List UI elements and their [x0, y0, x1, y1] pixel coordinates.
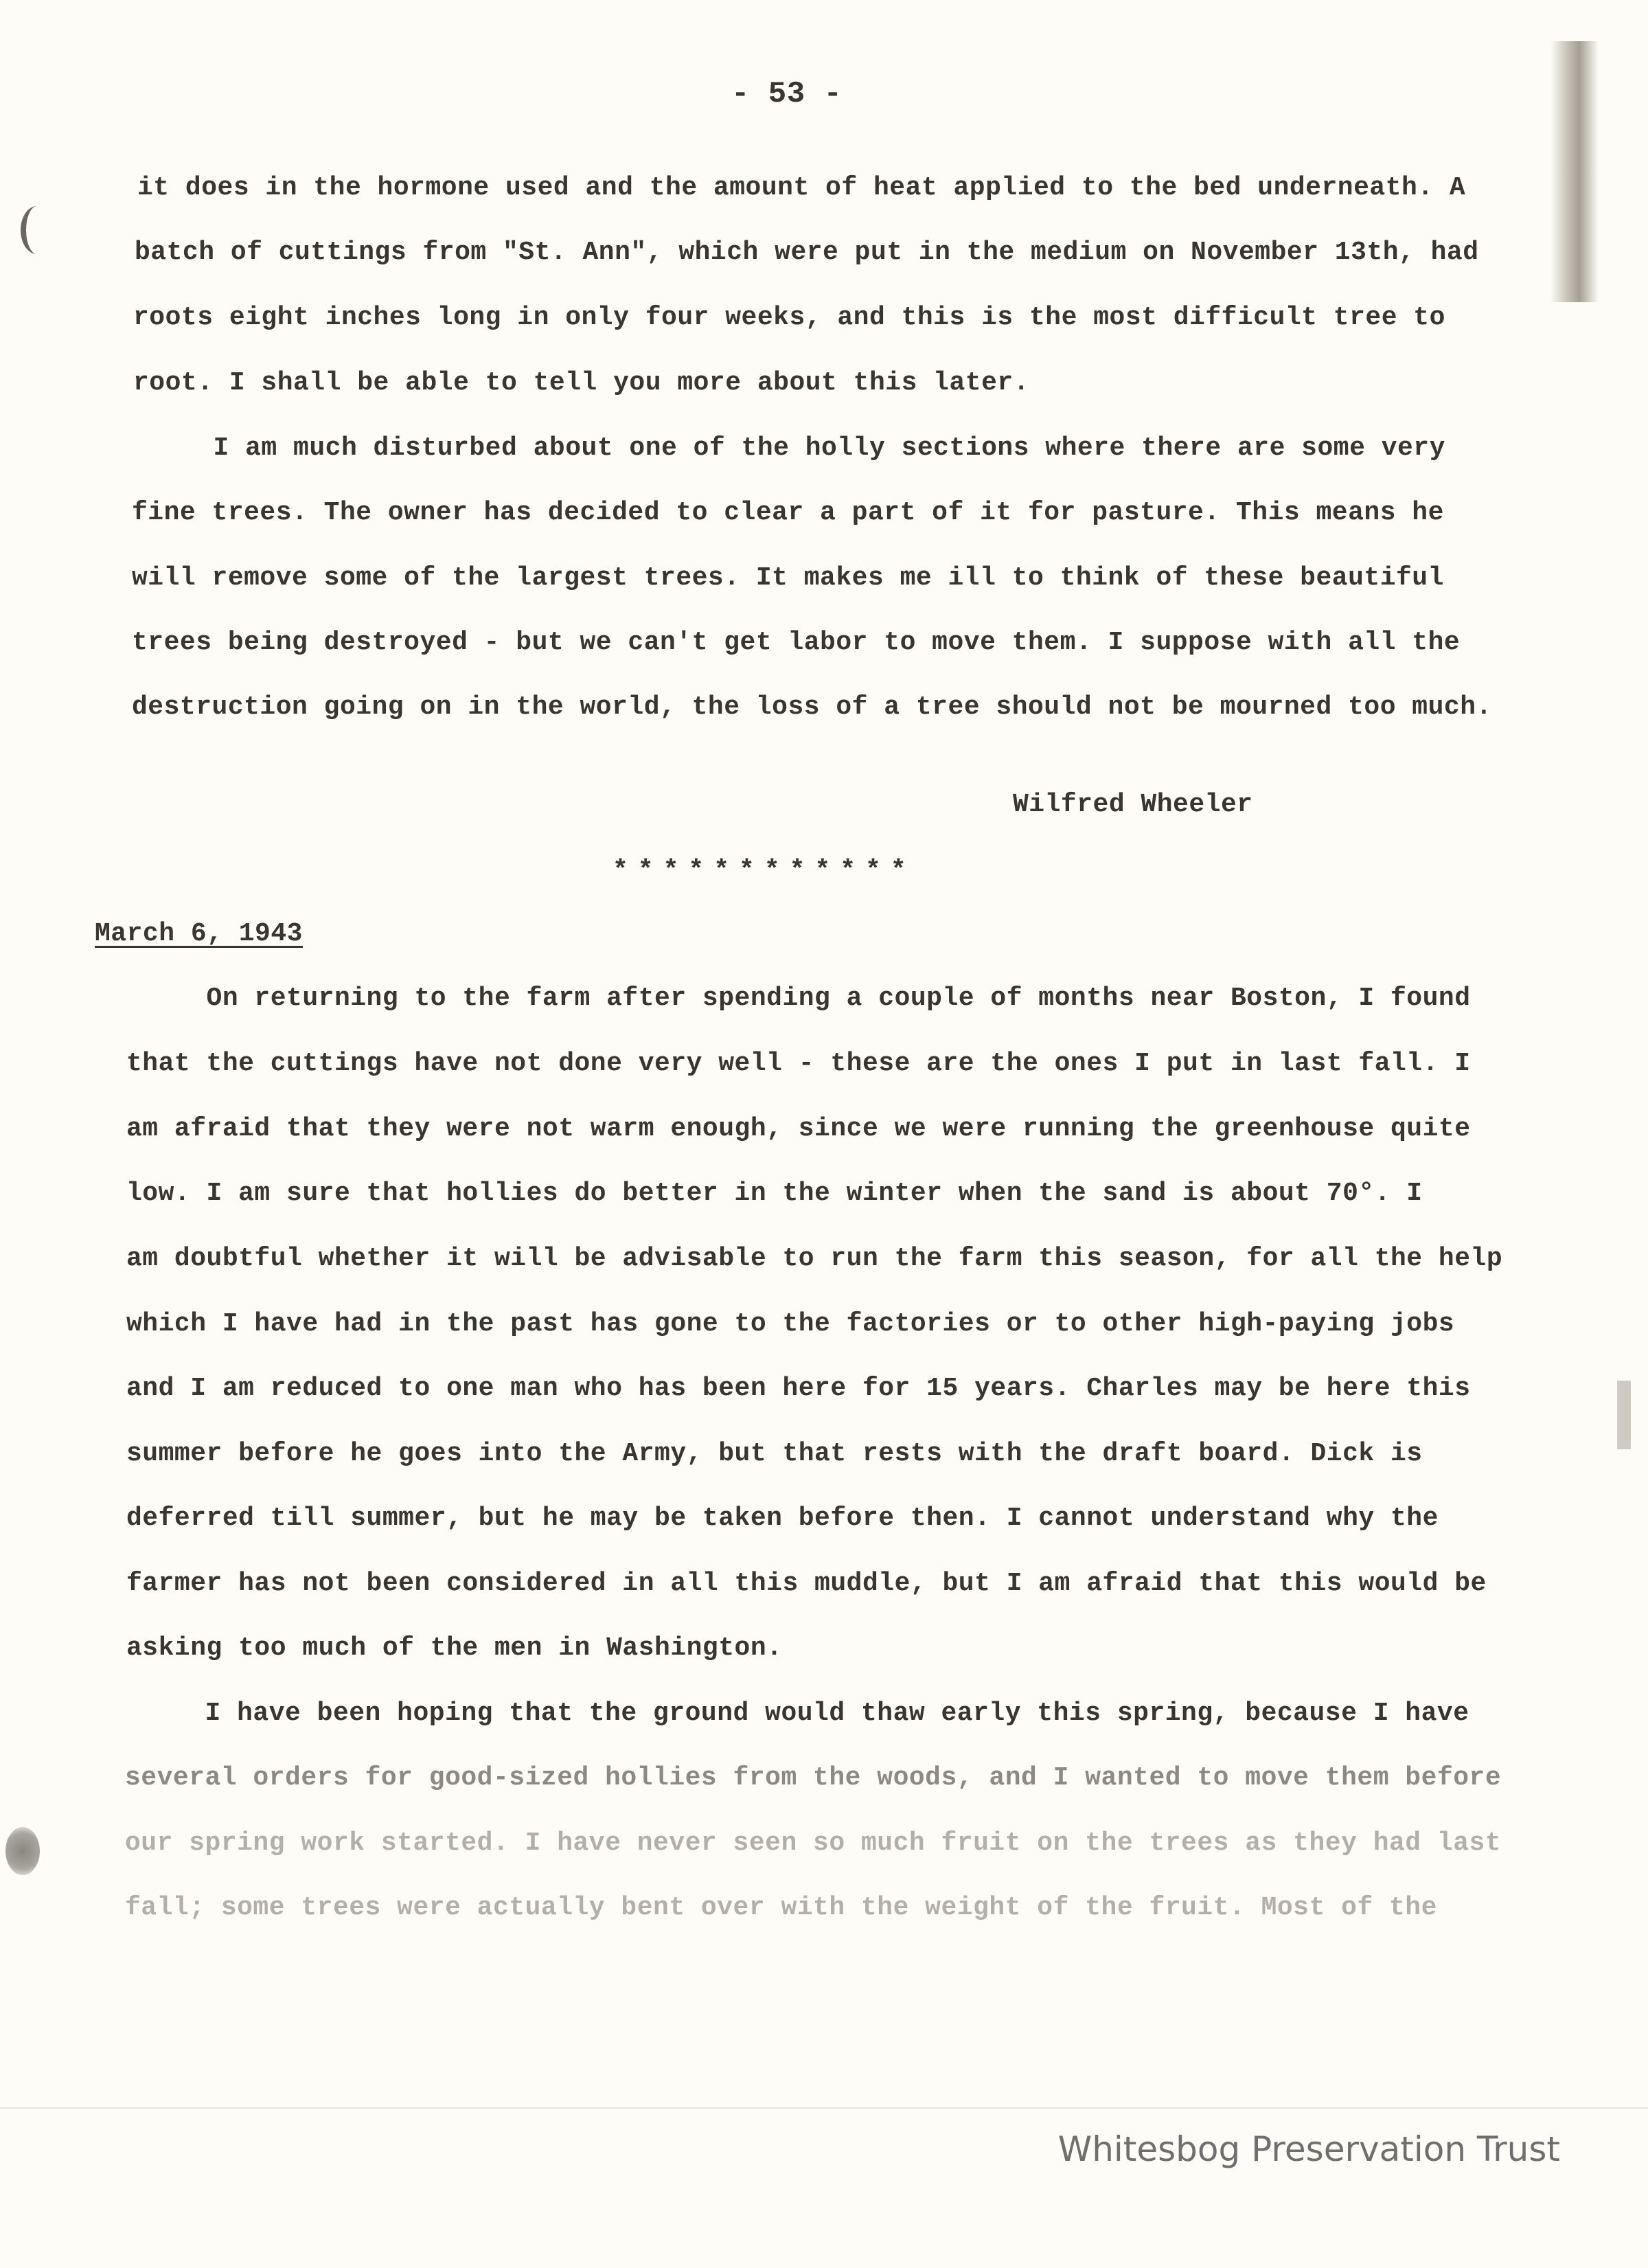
- signature: Wilfred Wheeler: [1013, 790, 1253, 819]
- text-line: batch of cuttings from "St. Ann", which were put in the medium on November 13th, had: [135, 238, 1479, 267]
- text-line: farmer has not been considered in all this muddle, but I am afraid that this would be: [126, 1569, 1487, 1598]
- text-line: On returning to the farm after spending a couple of months near Boston, I found: [126, 984, 1471, 1013]
- text-line: that the cuttings have not done very well - these are the ones I put in last fall. I: [126, 1049, 1471, 1078]
- watermark: Whitesbog Preservation Trust: [1057, 2129, 1560, 2169]
- text-line: fine trees. The owner has decided to clear a part of it for pasture. This means he: [132, 498, 1444, 528]
- scan-edge-mark: [1617, 1381, 1631, 1449]
- scan-bottom-edge: [0, 2107, 1648, 2109]
- section-separator: ************: [613, 856, 916, 885]
- text-line: and I am reduced to one man who has been here for 15 years. Charles may be here this: [126, 1374, 1471, 1403]
- text-line: roots eight inches long in only four weeks, and this is the most difficult tree to: [133, 303, 1445, 332]
- text-line: root. I shall be able to tell you more about this later.: [133, 368, 1030, 398]
- text-line: summer before he goes into the Army, but that rests with the draft board. Dick is: [126, 1439, 1423, 1468]
- text-line: it does in the hormone used and the amount of heat applied to the bed underneath. A: [137, 173, 1466, 203]
- text-line: trees being destroyed - but we can't get labor to move them. I suppose with all the: [132, 628, 1461, 657]
- punch-hole-mark: [5, 1827, 40, 1875]
- text-line: am afraid that they were not warm enough, since we were running the greenhouse quite: [126, 1114, 1471, 1144]
- text-line: destruction going on in the world, the loss of a tree should not be mourned too much.: [132, 692, 1492, 722]
- scan-edge-shadow: [1550, 41, 1599, 302]
- text-line: fall; some trees were actually bent over with the weight of the fruit. Most of the: [125, 1893, 1437, 1923]
- date-heading: March 6, 1943: [95, 919, 303, 949]
- text-line: I have been hoping that the ground would thaw early this spring, because I have: [125, 1699, 1469, 1728]
- text-line: our spring work started. I have never seen so much fruit on the trees as they had last: [125, 1828, 1502, 1858]
- text-line: which I have had in the past has gone to the factories or to other high-paying jobs: [126, 1309, 1455, 1339]
- page-number: - 53 -: [731, 77, 843, 111]
- text-line: asking too much of the men in Washington.: [126, 1633, 783, 1663]
- text-line: will remove some of the largest trees. It makes me ill to think of these beautiful: [132, 563, 1444, 593]
- text-line: low. I am sure that hollies do better in the winter when the sand is about 70°. I: [126, 1179, 1423, 1208]
- margin-mark: [21, 206, 54, 254]
- text-line: am doubtful whether it will be advisable to run the farm this season, for all the help: [126, 1244, 1503, 1273]
- text-line: I am much disturbed about one of the holly sections where there are some very: [133, 433, 1445, 463]
- text-line: several orders for good-sized hollies from the woods, and I wanted to move them before: [125, 1763, 1502, 1793]
- text-line: deferred till summer, but he may be taken before then. I cannot understand why the: [126, 1504, 1439, 1533]
